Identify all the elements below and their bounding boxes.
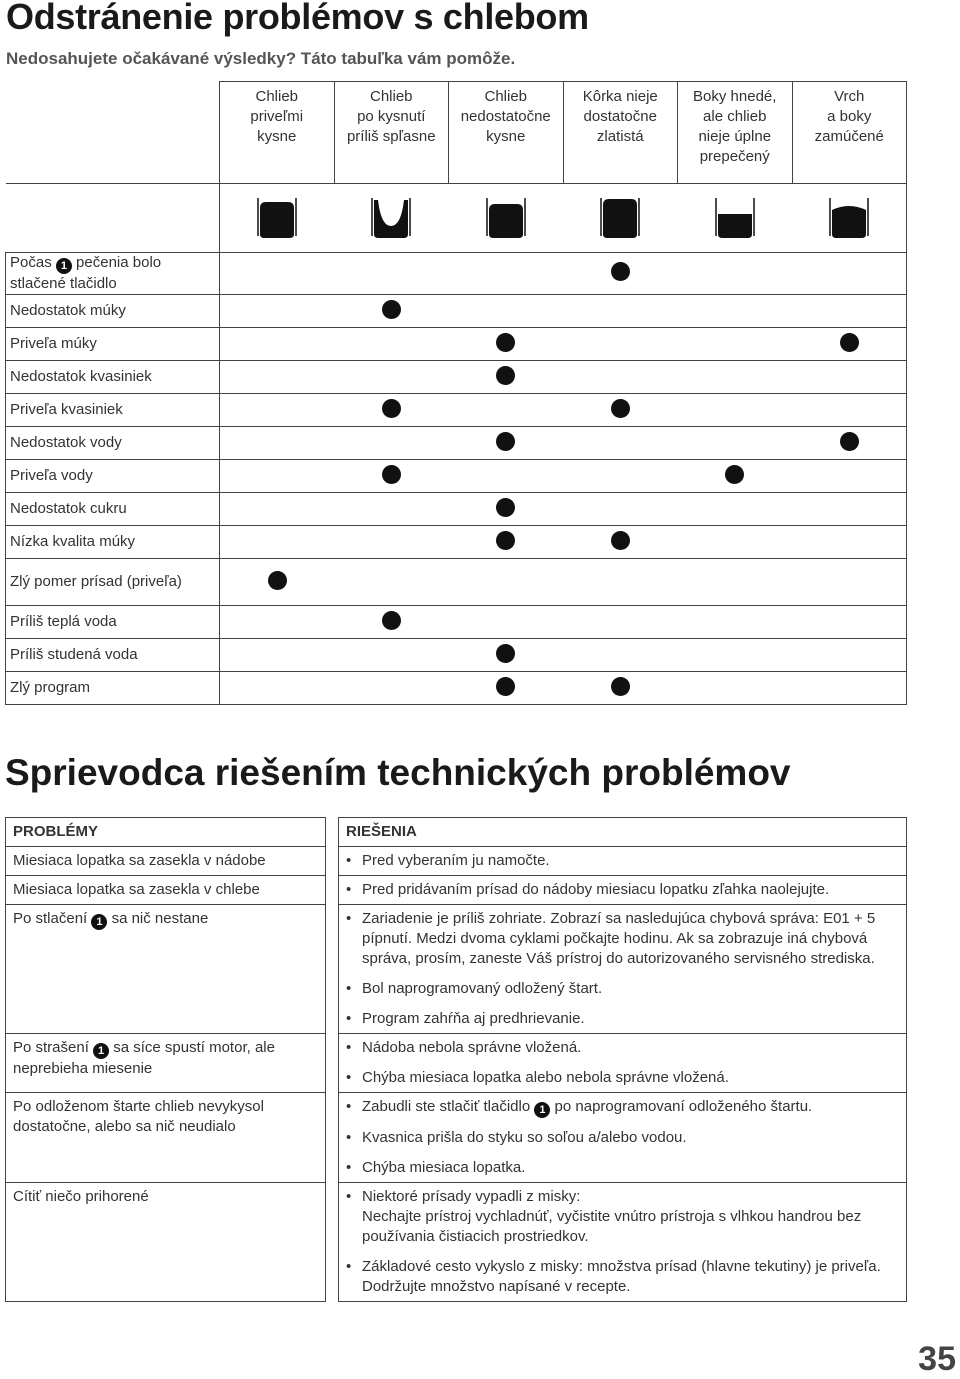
dot-marker — [611, 531, 630, 550]
problems-header: PROBLÉMY — [6, 818, 326, 847]
matrix-cell — [678, 672, 793, 705]
matrix-cell — [334, 394, 449, 427]
pan-icons-row — [6, 184, 907, 253]
row-label: Nedostatok múky — [6, 295, 220, 328]
dot-marker — [611, 677, 630, 696]
solution-item: • Pred pridávaním prísad do nádoby miesiacu lopatku zľahka naolejujte. — [346, 880, 899, 900]
matrix-cell — [678, 427, 793, 460]
problem-cell: Miesiaca lopatka sa zasekla v nádobe — [6, 847, 326, 876]
matrix-cell — [449, 253, 564, 295]
dot-marker — [840, 432, 859, 451]
matrix-cell — [449, 493, 564, 526]
matrix-cell — [220, 606, 335, 639]
matrix-cell — [220, 493, 335, 526]
row-label: Nízka kvalita múky — [6, 526, 220, 559]
problem-cell: Cítiť niečo prihorené — [6, 1183, 326, 1302]
problem-pre: Po strašení — [13, 1039, 89, 1056]
page-number: 35 — [918, 1340, 956, 1378]
matrix-cell — [792, 493, 907, 526]
table-row — [6, 460, 907, 493]
table-row — [6, 672, 907, 705]
matrix-cell — [449, 606, 564, 639]
dot-marker — [382, 300, 401, 319]
row-label-post: pečenia bolo stlačené tlačidlo — [10, 254, 162, 292]
matrix-cell — [792, 672, 907, 705]
pan-collapsed-icon — [371, 196, 411, 240]
matrix-cell — [678, 394, 793, 427]
matrix-cell — [449, 427, 564, 460]
matrix-cell — [563, 427, 678, 460]
row-label — [6, 253, 220, 295]
table-row — [6, 847, 907, 876]
matrix-cell — [334, 639, 449, 672]
row-label: Zlý program — [6, 672, 220, 705]
table-row — [6, 1093, 907, 1183]
matrix-cell — [449, 295, 564, 328]
matrix-cell — [220, 394, 335, 427]
bread-problems-table — [5, 81, 907, 705]
problem-pre: Po stlačení — [13, 910, 88, 927]
solution-list — [346, 1038, 899, 1088]
matrix-cell — [563, 295, 678, 328]
problem-post: sa nič nestane — [111, 910, 209, 927]
matrix-cell — [334, 427, 449, 460]
matrix-cell — [792, 606, 907, 639]
matrix-cell — [220, 559, 335, 606]
matrix-cell — [220, 672, 335, 705]
button-1-icon: 1 — [93, 1043, 109, 1059]
corner-cell — [6, 184, 220, 253]
solution-cell — [339, 1093, 907, 1183]
column-header: Chlieb nedostatočne kysne — [449, 82, 564, 184]
dot-marker — [496, 498, 515, 517]
solution-item: • Niektoré prísady vypadli z misky: Nechajte prístroj vychladnúť, vyčistite vnútro prístroja s vlhkou handrou bez používania čistiacich prostriedkov. — [346, 1187, 899, 1247]
column-header-row — [6, 82, 907, 184]
dot-marker — [496, 366, 515, 385]
matrix-cell — [334, 493, 449, 526]
row-label: Nedostatok kvasiniek — [6, 361, 220, 394]
table-row — [6, 328, 907, 361]
dot-marker — [496, 333, 515, 352]
matrix-cell — [334, 460, 449, 493]
solution-cell — [339, 1183, 907, 1302]
table-row — [6, 1034, 907, 1093]
matrix-cell — [792, 526, 907, 559]
solution-item: • Kvasnica prišla do styku so soľou a/alebo vodou. — [346, 1128, 899, 1148]
column-header: Chlieb priveľmi kysne — [220, 82, 335, 184]
matrix-cell — [678, 493, 793, 526]
pan-icon-cell — [563, 184, 678, 253]
matrix-cell — [678, 460, 793, 493]
solution-cell — [339, 1034, 907, 1093]
column-header: Chlieb po kysnutí príliš spľasne — [334, 82, 449, 184]
solution-list — [346, 909, 899, 1029]
pan-short-icon — [715, 196, 755, 240]
matrix-cell — [334, 559, 449, 606]
dot-marker — [611, 399, 630, 418]
solution-item: • Zariadenie je príliš zohriate. Zobrazí sa nasledujúca chybová správa: E01 + 5 pípnutí. Medzi dvoma cyklami počkajte hodinu. Ak sa zobrazuje iná chybová správa, prosím, zaneste Váš prístroj do autorizovaného servisného strediska. — [346, 909, 899, 969]
matrix-cell — [678, 526, 793, 559]
matrix-cell — [792, 460, 907, 493]
pan-tall-icon — [257, 196, 297, 240]
solution-cell — [339, 905, 907, 1034]
solution-pre: Zabudli ste stlačiť tlačidlo — [362, 1098, 531, 1115]
table-row — [6, 559, 907, 606]
matrix-cell — [563, 606, 678, 639]
solution-item: • Základové cesto vykyslo z misky: množstva prísad (hlavne tekutiny) je priveľa. Dodržujte množstvo napísané v recepte. — [346, 1257, 899, 1297]
matrix-cell — [563, 639, 678, 672]
matrix-cell — [792, 253, 907, 295]
problem-cell — [6, 905, 326, 1034]
row-label: Príliš teplá voda — [6, 606, 220, 639]
matrix-cell — [792, 295, 907, 328]
problem-cell: Miesiaca lopatka sa zasekla v chlebe — [6, 876, 326, 905]
solution-list — [346, 880, 899, 900]
matrix-cell — [563, 253, 678, 295]
matrix-cell — [678, 639, 793, 672]
matrix-cell — [678, 253, 793, 295]
pan-medium-icon — [486, 196, 526, 240]
matrix-cell — [449, 460, 564, 493]
matrix-cell — [334, 672, 449, 705]
matrix-cell — [678, 295, 793, 328]
matrix-cell — [678, 328, 793, 361]
dot-marker — [268, 571, 287, 590]
matrix-cell — [563, 559, 678, 606]
solution-item: • Chýba miesiaca lopatka alebo nebola správne vložená. — [346, 1068, 899, 1088]
table-row — [6, 361, 907, 394]
matrix-cell — [220, 328, 335, 361]
solution-list — [346, 1187, 899, 1297]
matrix-cell — [449, 328, 564, 361]
matrix-cell — [334, 253, 449, 295]
problem-cell: Po odloženom štarte chlieb nevykysol dostatočne, alebo sa nič neudialo — [6, 1093, 326, 1183]
pan-icon-cell — [220, 184, 335, 253]
solution-item: • Program zahŕňa aj predhrievanie. — [346, 1009, 899, 1029]
table-row — [6, 493, 907, 526]
pan-pale-icon — [600, 196, 640, 240]
dot-marker — [496, 677, 515, 696]
table-row — [6, 639, 907, 672]
matrix-cell — [449, 559, 564, 606]
column-header: Boky hnedé, ale chlieb nieje úplne prepečený — [678, 82, 793, 184]
matrix-cell — [563, 361, 678, 394]
matrix-cell — [220, 361, 335, 394]
solution-item: • Bol naprogramovaný odložený štart. — [346, 979, 899, 999]
row-label: Zlý pomer prísad (priveľa) — [6, 559, 220, 606]
page-subtitle: Nedosahujete očakávané výsledky? Táto tabuľka vám pomôže. — [6, 49, 516, 68]
matrix-cell — [792, 328, 907, 361]
column-header: Vrch a boky zamúčené — [792, 82, 907, 184]
solution-cell — [339, 876, 907, 905]
table-row — [6, 253, 907, 295]
matrix-cell — [563, 328, 678, 361]
pan-floured-icon — [829, 196, 869, 240]
row-label: Nedostatok cukru — [6, 493, 220, 526]
solution-item — [346, 1097, 899, 1118]
solutions-header: RIEŠENIA — [339, 818, 907, 847]
dot-marker — [840, 333, 859, 352]
matrix-cell — [220, 295, 335, 328]
solution-cell — [339, 847, 907, 876]
solution-list — [346, 851, 899, 871]
button-1-icon: 1 — [91, 914, 107, 930]
matrix-cell — [220, 460, 335, 493]
table-row — [6, 905, 907, 1034]
matrix-cell — [334, 526, 449, 559]
pan-icon-cell — [449, 184, 564, 253]
matrix-cell — [678, 559, 793, 606]
matrix-cell — [334, 328, 449, 361]
matrix-cell — [449, 394, 564, 427]
solution-item: • Nádoba nebola správne vložená. — [346, 1038, 899, 1058]
matrix-cell — [792, 427, 907, 460]
row-label: Nedostatok vody — [6, 427, 220, 460]
row-label: Príliš studená voda — [6, 639, 220, 672]
matrix-cell — [334, 295, 449, 328]
matrix-cell — [792, 639, 907, 672]
dot-marker — [382, 611, 401, 630]
matrix-cell — [449, 672, 564, 705]
matrix-cell — [220, 639, 335, 672]
matrix-cell — [220, 526, 335, 559]
matrix-cell — [449, 361, 564, 394]
matrix-cell — [792, 361, 907, 394]
problem-post: sa síce spustí motor, ale neprebieha miesenie — [13, 1039, 275, 1077]
pan-icon-cell — [678, 184, 793, 253]
matrix-cell — [792, 559, 907, 606]
dot-marker — [382, 399, 401, 418]
corner-cell — [6, 82, 220, 184]
column-header: Kôrka nieje dostatočne zlatistá — [563, 82, 678, 184]
matrix-cell — [220, 253, 335, 295]
table-row — [6, 876, 907, 905]
solution-item: • Chýba miesiaca lopatka. — [346, 1158, 899, 1178]
dot-marker — [611, 262, 630, 281]
matrix-cell — [563, 493, 678, 526]
solution-list — [346, 1097, 899, 1178]
dot-marker — [496, 432, 515, 451]
row-label: Priveľa múky — [6, 328, 220, 361]
section-title: Sprievodca riešením technických problémov — [5, 752, 791, 793]
table-row — [6, 295, 907, 328]
problem-cell — [6, 1034, 326, 1093]
matrix-cell — [449, 639, 564, 672]
button-1-icon: 1 — [534, 1102, 550, 1118]
dot-marker — [725, 465, 744, 484]
dot-marker — [496, 644, 515, 663]
solution-item: • Pred vyberaním ju namočte. — [346, 851, 899, 871]
matrix-cell — [563, 460, 678, 493]
table-row — [6, 606, 907, 639]
table-row — [6, 394, 907, 427]
matrix-cell — [792, 394, 907, 427]
dot-marker — [382, 465, 401, 484]
matrix-cell — [678, 606, 793, 639]
button-1-icon: 1 — [56, 258, 72, 274]
dot-marker — [496, 531, 515, 550]
matrix-cell — [220, 427, 335, 460]
matrix-cell — [678, 361, 793, 394]
matrix-cell — [334, 606, 449, 639]
table-row — [6, 526, 907, 559]
pan-icon-cell — [792, 184, 907, 253]
matrix-cell — [334, 361, 449, 394]
troubleshooting-table — [5, 817, 907, 1302]
page-title: Odstránenie problémov s chlebom — [6, 0, 589, 37]
matrix-cell — [563, 394, 678, 427]
table-row — [6, 427, 907, 460]
row-label: Priveľa kvasiniek — [6, 394, 220, 427]
row-label: Priveľa vody — [6, 460, 220, 493]
matrix-cell — [449, 526, 564, 559]
row-label-pre: Počas — [10, 254, 52, 271]
matrix-cell — [563, 526, 678, 559]
pan-icon-cell — [334, 184, 449, 253]
solution-post: po naprogramovaní odloženého štartu. — [554, 1098, 813, 1115]
matrix-cell — [563, 672, 678, 705]
table-row — [6, 1183, 907, 1302]
